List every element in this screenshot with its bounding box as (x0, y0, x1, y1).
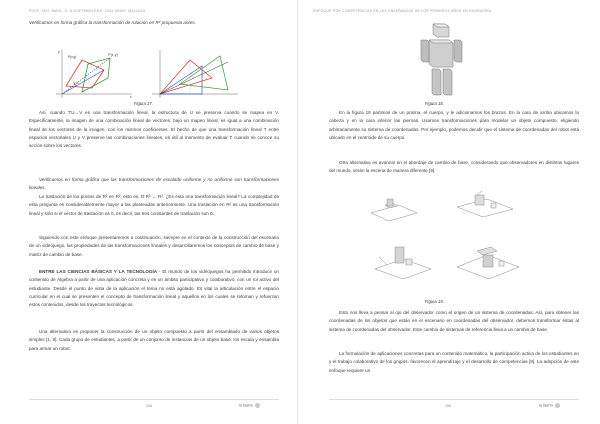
section-heading: ENTRE LAS CIENCIAS BÁSICAS Y LA TECNOLOGÍA (39, 269, 158, 274)
running-head: PDDF, SKO. BMOL. O. D.DGFPMMN EMS. ZVAL KBMO. MALIAGG (29, 9, 146, 13)
paragraph-5: En la figura 18 partimos de un prisma, el cuerpo, y le adicionamos los brazos. En la cara de arriba ubicamos la cabeza y en la cara inferior las piernas. Usamos transformaciones para modelar un objeto compuesto, eligiendo arbitrariamente su sistema de coordenadas. Por ejemplo, podemos decidir que el sistema de coordenadas del robot está ubicado en el centroide de su cuerpo. (329, 110, 579, 140)
footer-divider (329, 399, 579, 400)
robot-body (429, 40, 453, 67)
label-y: y (58, 50, 60, 54)
paragraph-6: Otra alternativa es avanzar en el abordaje de cambio de base, considerando que observadores en distintos lugares del mundo, verán la escena de manera diferente [9]. (329, 160, 579, 174)
publisher-logo-icon (555, 403, 560, 408)
publisher-brand (539, 403, 560, 408)
publisher-logo-icon (255, 403, 260, 408)
scene-bottom-right (457, 247, 519, 279)
scene-top-right (457, 191, 513, 217)
robot-left-leg (432, 69, 441, 95)
label-p-prime: P'(x',y') (108, 53, 119, 57)
paragraph-3: La traslación de los puntos de R² en R², esto es, D:R² → R². ¿Es ésta una transformación lineal? La complejidad de esta pregunta es considerablemente mayor a las planteadas anteriormente. Una traslación en R² es una transformación lineal y solo si el vector de traslación es 0, es decir, las tres constantes de traslación son 0. (29, 194, 279, 216)
publisher-brand-text: la fadcio (539, 403, 554, 408)
scene-top-left (371, 199, 417, 221)
triangle-green (180, 56, 228, 90)
robot-right-leg (443, 69, 452, 95)
figure-17-left-panel (56, 50, 132, 99)
figure-17-right-panel (152, 50, 238, 98)
rotated-shape (82, 58, 110, 92)
page-number: 209 (445, 404, 451, 408)
paragraph-8: La formulación de aplicaciones concretas para un contenido matemático, la participación activa de los estudiantes en y el trabajo colaborativo de los grupos, favorecen el aprendizaje y el desarrollo de competencias [8]. La adopción de este enfoque requiere un (329, 351, 579, 373)
footer-divider (29, 399, 279, 400)
section-paragraph-text: - El mundo de los videojuegos ha permitido introducir un contenido de Álgebra a partir de una aplicación concreta y en un ámbito participativo y colaborativo, con un rol activo del estudiante. Desde el punto de vista de la aplicación el tema no está agotado. Es vital la articulación entre el espacio curricular en el cual se presenten el concepto de transformación lineal y aquellos en los cuales se retoman y refuerzan estos contenidos, desde los trayectos tecnológicos. (29, 269, 279, 308)
paragraph-4: Siguiendo con este enfoque presentaremos a continuación, siempre en el contexto de la construcción del escenario de un videojuego, las propiedades de las transformaciones lineales y desarrollaremos los conceptos de cambio de base y matriz de cambio de base. (29, 235, 279, 257)
label-x: x (130, 95, 132, 99)
right-page (305, 0, 590, 424)
figure-19-observer-scenes (365, 185, 525, 295)
original-shape (66, 60, 104, 88)
robot-left-arm (421, 40, 429, 62)
figure-18-robot (419, 22, 463, 98)
running-head: ENFOQUE POR COMPETENCIAS EN LAS ENSEÑANZAS DE LOS PRIMEROS AÑOS EN INGENIERÍA (313, 9, 492, 13)
intro-text: Verificamos en forma gráfica la transformación de rotación en R² propuesta antes. (29, 20, 196, 25)
paragraph-1: Así, cuando T:U→V es una transformación lineal, la estructura de U se preserva cuando se mapea en V. Específicamente, la imagen de una combinación lineal de vectores, bajo un mapeo lineal, es igual a una combinación lineal de los vectores de la imagen, con los mismos coeficientes. El hecho de que una transformación lineal T entre espacios vectoriales U y V preserve las combinaciones lineales, es útil al momento de evaluar T cuando se conoce su acción sobre los vectores. (29, 110, 279, 149)
section-paragraph (29, 268, 279, 309)
label-theta: θ (77, 81, 79, 85)
figure-17-rotation-diagram (52, 48, 242, 100)
scene-bottom-left (375, 247, 431, 279)
figure-18-caption: Figura 18. (425, 101, 444, 106)
label-p: P(x,y) (68, 55, 77, 59)
left-page (15, 0, 300, 424)
figure-17-caption: Figura 17. (134, 101, 153, 106)
robot-right-arm (454, 40, 462, 62)
paragraph-2: Verificamos en forma gráfica que las transformaciones de escalado uniforme y no uniforme son transformaciones lineales. (29, 177, 279, 191)
closing-paragraph: Una alternativa es proponer la construcción de un objeto compuesto a partir del ensamblado de varios objetos simples [1, 9]. Cada grupo de estudiantes, a partir de un conjunto de instancias de un objeto base, los escala y ensambla para armar un robot. (29, 329, 279, 351)
page-number: 208 (146, 404, 152, 408)
publisher-brand (239, 403, 260, 408)
figure-19-caption: Figura 19. (425, 299, 444, 304)
paragraph-7: Esto nos lleva a pensar al ojo del observador como el origen de un sistema de coordenadas. Así, para obtener las coordenadas de los objetos que están en el escenario en coordenadas del observador, debemos transformar éstas al sistema de coordenadas del observador. Este cambio de sistemas de referencia lleva a un cambio de base. (329, 310, 579, 332)
publisher-brand-text: la fadcio (239, 403, 254, 408)
